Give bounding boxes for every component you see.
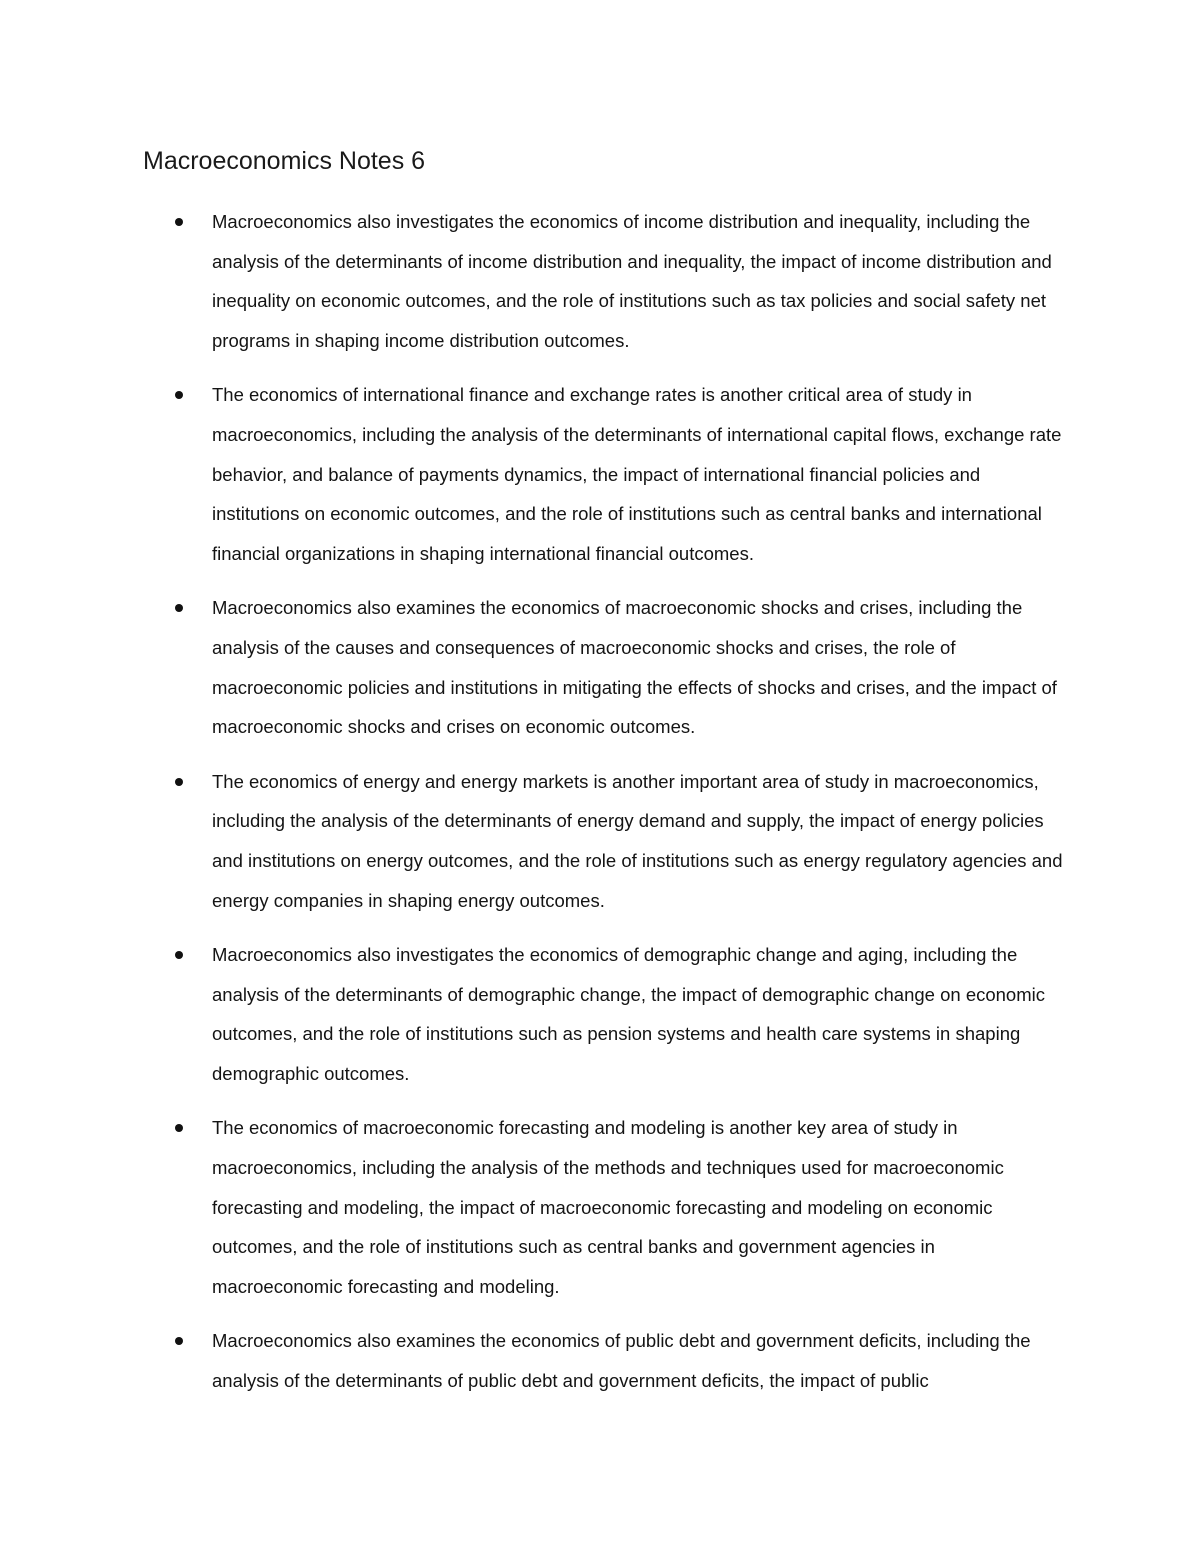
document-title: Macroeconomics Notes 6 bbox=[143, 147, 426, 175]
bullet-icon bbox=[175, 1337, 183, 1345]
bullet-icon bbox=[175, 1124, 183, 1132]
notes-list bbox=[0, 202, 1200, 1416]
note-item bbox=[0, 762, 1064, 920]
note-text: Macroeconomics also investigates the economics of demographic change and aging, including the analysis of the determinants of demographic change, the impact of demographic change on economic outcomes, and the role of institutions such as pension systems and health care systems in shaping demographic outcomes. bbox=[212, 944, 1045, 1084]
note-text: The economics of macroeconomic forecasting and modeling is another key area of study in macroeconomics, including the analysis of the methods and techniques used for macroeconomic forecasting and modeling, the impact of macroeconomic forecasting and modeling on economic outcomes, and the role of institutions such as central banks and government agencies in macroeconomic forecasting and modeling. bbox=[212, 1117, 1004, 1297]
bullet-icon bbox=[175, 951, 183, 959]
note-text: Macroeconomics also examines the economics of public debt and government deficits, including the analysis of the determinants of public debt and government deficits, the impact of public bbox=[212, 1330, 1031, 1392]
note-item bbox=[0, 935, 1064, 1093]
bullet-icon bbox=[175, 604, 183, 612]
note-text: The economics of international finance and exchange rates is another critical area of study in macroeconomics, including the analysis of the determinants of international capital flows, exchange rate behavior, and balance of payments dynamics, the impact of international financial policies and institutions on economic outcomes, and the role of institutions such as central banks and international financial organizations in shaping international financial outcomes. bbox=[212, 384, 1062, 564]
note-item bbox=[0, 1321, 1064, 1400]
note-item bbox=[0, 1108, 1064, 1306]
bullet-icon bbox=[175, 218, 183, 226]
note-item bbox=[0, 375, 1064, 573]
note-text: Macroeconomics also investigates the economics of income distribution and inequality, including the analysis of the determinants of income distribution and inequality, the impact of income distribution and inequality on economic outcomes, and the role of institutions such as tax policies and social safety net programs in shaping income distribution outcomes. bbox=[212, 211, 1052, 351]
note-text: The economics of energy and energy markets is another important area of study in macroeconomics, including the analysis of the determinants of energy demand and supply, the impact of energy policies and institutions on energy outcomes, and the role of institutions such as energy regulatory agencies and energy companies in shaping energy outcomes. bbox=[212, 770, 1063, 911]
note-text: Macroeconomics also examines the economics of macroeconomic shocks and crises, including the analysis of the causes and consequences of macroeconomic shocks and crises, the role of macroeconomic policies and institutions in mitigating the effects of shocks and crises, and the impact of macroeconomic shocks and crises on economic outcomes. bbox=[212, 597, 1057, 738]
note-item bbox=[0, 588, 1064, 746]
note-item bbox=[0, 202, 1064, 360]
bullet-icon bbox=[175, 391, 183, 399]
bullet-icon bbox=[175, 778, 183, 786]
